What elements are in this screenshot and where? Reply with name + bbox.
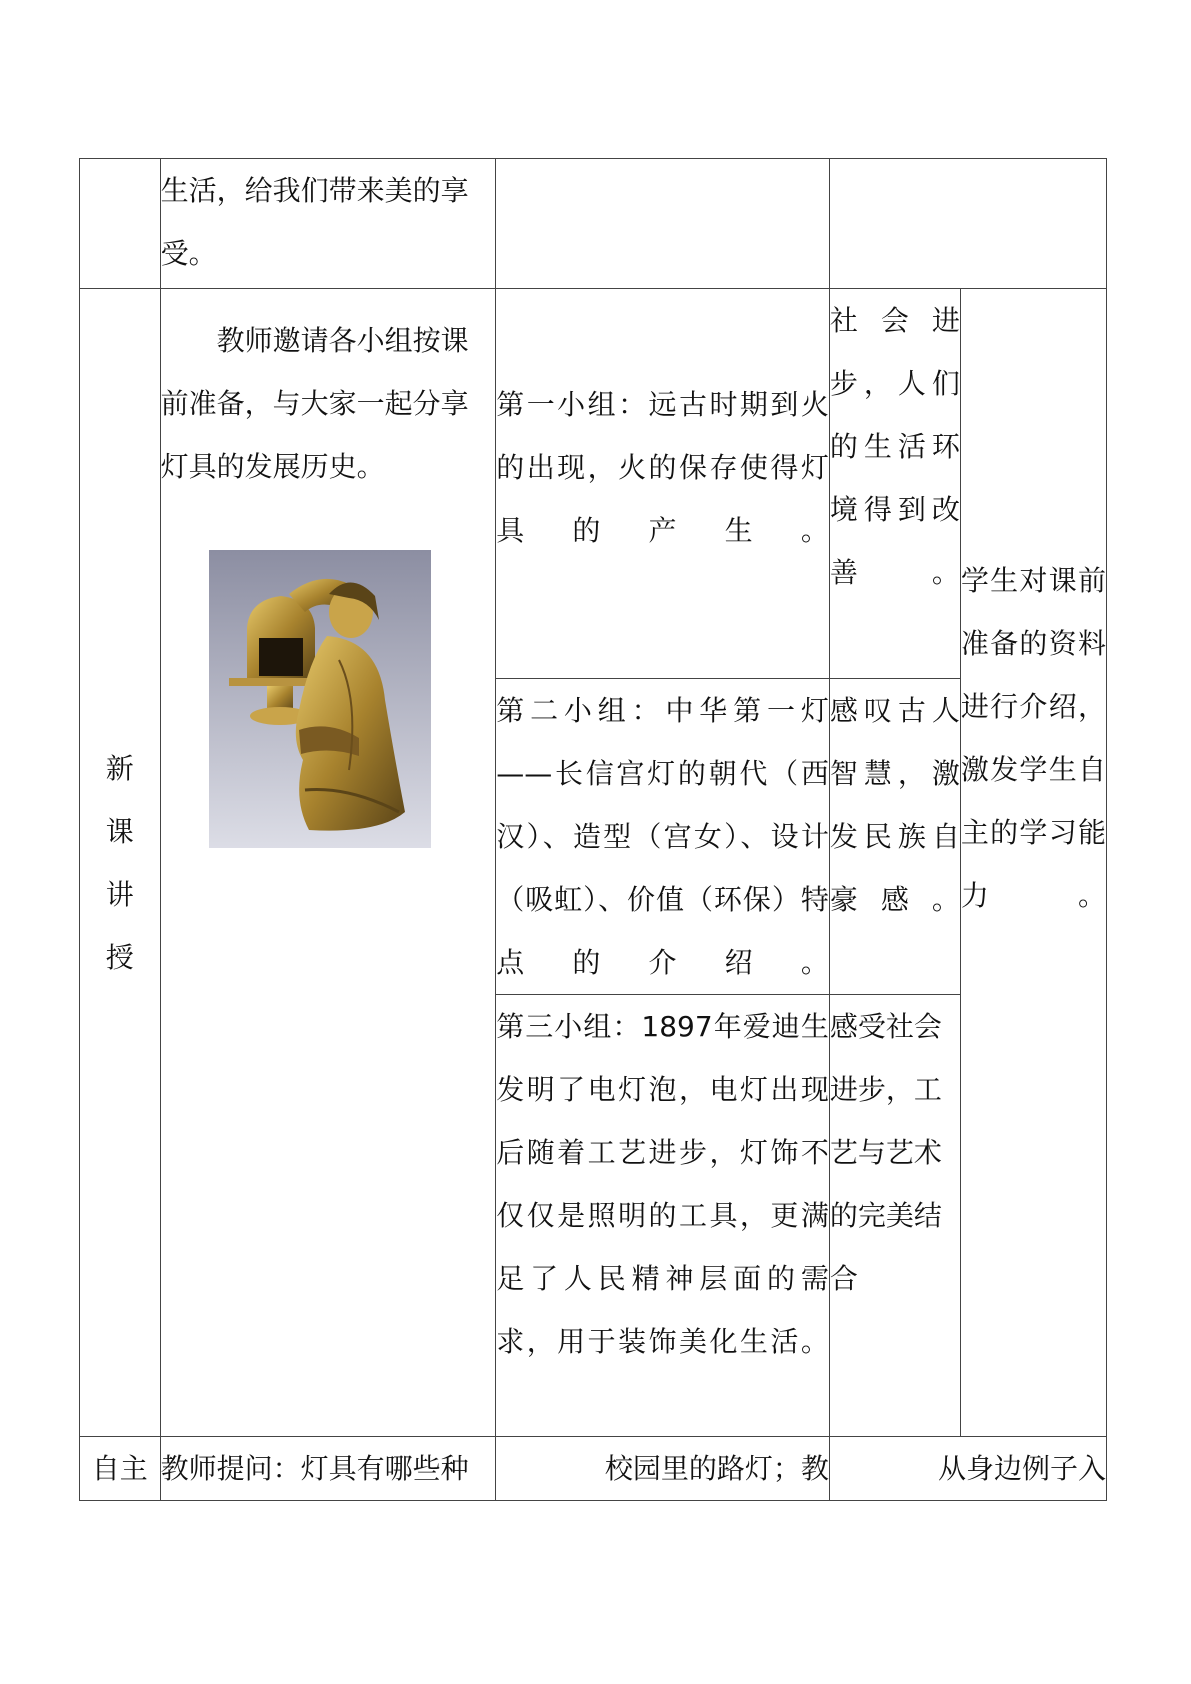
teacher-text: 生活，给我们带来美的享受。 [160,174,469,270]
student-cell-empty [496,159,830,289]
student-cell [496,1437,830,1501]
effect-cell-1 [829,289,960,679]
section-label: 新课讲授 [105,751,134,974]
label-cell-empty [80,159,161,289]
intent-text: 从身边例子入 [937,1452,1106,1485]
group2-text: 第二小组：中华第一灯——长信宫灯的朝代（西汉）、造型（宫女）、设计（吸虹）、价值（环保）特点的介绍。 [496,694,829,979]
lesson-plan-table [79,158,1107,1501]
student-cell-group2 [496,679,830,995]
table-row [80,1437,1107,1501]
intent-text: 学生对课前准备的资料进行介绍，激发学生自主的学习能力。 [960,563,1106,912]
teacher-cell [160,1437,496,1501]
section-label-cell [80,1437,161,1501]
section-label: 自主 [91,1452,148,1485]
intent-cell-empty [829,159,1106,289]
teacher-cell [160,159,496,289]
intent-cell [829,1437,1106,1501]
intent-cell [960,289,1106,1437]
section-label-cell [80,289,161,1437]
student-cell-group1 [496,289,830,679]
teacher-cell [160,289,496,1437]
student-text: 校园里的路灯；教 [604,1452,829,1485]
table-row [80,159,1107,289]
teacher-text: 教师邀请各小组按课前准备，与大家一起分享灯具的发展历史。 [160,324,469,483]
effect-cell-2 [829,679,960,995]
effect-cell-3 [829,995,960,1437]
group3-text: 第三小组：1897年爱迪生发明了电灯泡，电灯出现后随着工艺进步，灯饰不仅仅是照明的工具，更满足了人民精神层面的需求，用于装饰美化生活。 [496,1010,829,1358]
effect2-text: 感叹古人智慧，激发民族自豪感。 [829,694,960,916]
student-cell-group3 [496,995,830,1437]
group1-text: 第一小组：远古时期到火的出现，火的保存使得灯具的产生。 [496,388,829,547]
lamp-image-svg [209,550,431,848]
effect1-text: 社会进步，人们的生活环境得到改善。 [829,304,960,589]
effect3-text: 感受社会进步，工艺与艺术的完美结合 [829,1010,942,1295]
teacher-text: 教师提问：灯具有哪些种 [160,1452,469,1485]
lamp-image [161,550,496,848]
table-row [80,289,1107,679]
